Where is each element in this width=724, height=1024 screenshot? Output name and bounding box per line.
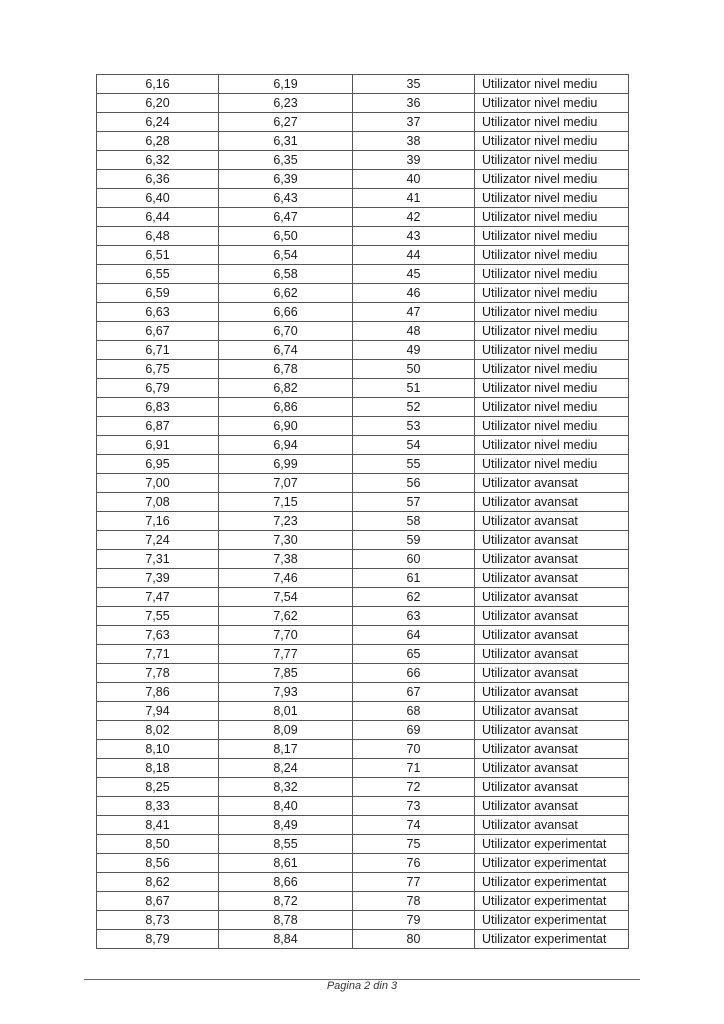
score-min-cell: 6,28 [97,132,219,151]
level-cell: Utilizator nivel mediu [475,341,629,360]
table-row [97,417,629,436]
score-min-cell: 6,40 [97,189,219,208]
table-row [97,835,629,854]
points-cell: 40 [353,170,475,189]
score-max-cell: 6,31 [219,132,353,151]
score-min-cell: 8,33 [97,797,219,816]
score-max-cell: 7,62 [219,607,353,626]
table-row [97,436,629,455]
table-row [97,759,629,778]
score-max-cell: 6,90 [219,417,353,436]
score-max-cell: 6,86 [219,398,353,417]
score-min-cell: 8,41 [97,816,219,835]
points-cell: 44 [353,246,475,265]
table-row [97,493,629,512]
score-max-cell: 7,46 [219,569,353,588]
score-min-cell: 7,78 [97,664,219,683]
points-cell: 43 [353,227,475,246]
table-row [97,588,629,607]
table-row [97,227,629,246]
table-row [97,189,629,208]
score-max-cell: 6,50 [219,227,353,246]
score-min-cell: 7,71 [97,645,219,664]
score-min-cell: 7,31 [97,550,219,569]
level-cell: Utilizator nivel mediu [475,189,629,208]
points-cell: 50 [353,360,475,379]
level-cell: Utilizator nivel mediu [475,113,629,132]
table-row [97,151,629,170]
table-row [97,341,629,360]
score-max-cell: 8,17 [219,740,353,759]
level-cell: Utilizator nivel mediu [475,94,629,113]
score-max-cell: 8,32 [219,778,353,797]
points-cell: 73 [353,797,475,816]
points-cell: 59 [353,531,475,550]
score-max-cell: 7,70 [219,626,353,645]
score-min-cell: 8,56 [97,854,219,873]
points-cell: 62 [353,588,475,607]
table-row [97,132,629,151]
score-max-cell: 6,62 [219,284,353,303]
level-cell: Utilizator nivel mediu [475,208,629,227]
score-min-cell: 8,62 [97,873,219,892]
points-cell: 61 [353,569,475,588]
level-cell: Utilizator nivel mediu [475,151,629,170]
level-cell: Utilizator avansat [475,664,629,683]
points-cell: 77 [353,873,475,892]
table-row [97,911,629,930]
score-min-cell: 6,67 [97,322,219,341]
table-row [97,360,629,379]
score-min-cell: 6,55 [97,265,219,284]
score-max-cell: 6,19 [219,75,353,94]
level-cell: Utilizator nivel mediu [475,265,629,284]
points-cell: 68 [353,702,475,721]
level-cell: Utilizator experimentat [475,835,629,854]
table-row [97,531,629,550]
level-cell: Utilizator nivel mediu [475,360,629,379]
level-cell: Utilizator experimentat [475,892,629,911]
score-max-cell: 6,58 [219,265,353,284]
score-min-cell: 7,47 [97,588,219,607]
score-min-cell: 8,25 [97,778,219,797]
table-body [97,75,629,949]
table-row [97,265,629,284]
points-cell: 69 [353,721,475,740]
score-max-cell: 6,27 [219,113,353,132]
score-max-cell: 7,85 [219,664,353,683]
points-cell: 58 [353,512,475,531]
points-cell: 47 [353,303,475,322]
score-min-cell: 6,95 [97,455,219,474]
points-cell: 63 [353,607,475,626]
level-cell: Utilizator nivel mediu [475,322,629,341]
points-cell: 56 [353,474,475,493]
score-max-cell: 7,07 [219,474,353,493]
score-max-cell: 6,43 [219,189,353,208]
score-max-cell: 8,40 [219,797,353,816]
level-cell: Utilizator nivel mediu [475,417,629,436]
points-cell: 74 [353,816,475,835]
table-row [97,284,629,303]
level-cell: Utilizator avansat [475,512,629,531]
table-row [97,512,629,531]
table-row [97,873,629,892]
score-min-cell: 6,24 [97,113,219,132]
points-cell: 57 [353,493,475,512]
table-row [97,797,629,816]
score-min-cell: 7,86 [97,683,219,702]
score-max-cell: 6,70 [219,322,353,341]
points-cell: 52 [353,398,475,417]
level-cell: Utilizator nivel mediu [475,455,629,474]
level-cell: Utilizator avansat [475,607,629,626]
points-cell: 38 [353,132,475,151]
points-cell: 64 [353,626,475,645]
score-max-cell: 6,23 [219,94,353,113]
points-cell: 55 [353,455,475,474]
level-cell: Utilizator nivel mediu [475,170,629,189]
score-max-cell: 7,54 [219,588,353,607]
level-cell: Utilizator avansat [475,683,629,702]
table-row [97,740,629,759]
score-max-cell: 8,61 [219,854,353,873]
points-cell: 60 [353,550,475,569]
level-cell: Utilizator avansat [475,816,629,835]
level-cell: Utilizator avansat [475,778,629,797]
level-cell: Utilizator avansat [475,550,629,569]
level-cell: Utilizator avansat [475,493,629,512]
table-row [97,113,629,132]
table-row [97,455,629,474]
score-max-cell: 6,39 [219,170,353,189]
points-cell: 72 [353,778,475,797]
score-max-cell: 6,99 [219,455,353,474]
level-cell: Utilizator experimentat [475,930,629,949]
table-row [97,683,629,702]
score-min-cell: 7,63 [97,626,219,645]
score-min-cell: 7,24 [97,531,219,550]
level-cell: Utilizator avansat [475,740,629,759]
score-min-cell: 6,91 [97,436,219,455]
points-cell: 79 [353,911,475,930]
level-cell: Utilizator avansat [475,797,629,816]
score-min-cell: 8,73 [97,911,219,930]
points-cell: 66 [353,664,475,683]
score-max-cell: 6,47 [219,208,353,227]
table-row [97,94,629,113]
level-cell: Utilizator avansat [475,588,629,607]
score-max-cell: 7,38 [219,550,353,569]
level-cell: Utilizator nivel mediu [475,379,629,398]
level-cell: Utilizator avansat [475,474,629,493]
score-min-cell: 7,39 [97,569,219,588]
score-min-cell: 6,36 [97,170,219,189]
table-row [97,645,629,664]
page-number: Pagina 2 din 3 [326,980,398,992]
level-cell: Utilizator experimentat [475,911,629,930]
score-min-cell: 7,94 [97,702,219,721]
points-cell: 45 [353,265,475,284]
score-conversion-table [96,74,629,949]
score-min-cell: 8,50 [97,835,219,854]
table-row [97,721,629,740]
points-cell: 67 [353,683,475,702]
score-max-cell: 6,74 [219,341,353,360]
level-cell: Utilizator avansat [475,645,629,664]
points-cell: 80 [353,930,475,949]
score-min-cell: 6,32 [97,151,219,170]
points-cell: 75 [353,835,475,854]
score-max-cell: 7,23 [219,512,353,531]
level-cell: Utilizator avansat [475,702,629,721]
score-max-cell: 6,94 [219,436,353,455]
score-min-cell: 6,51 [97,246,219,265]
points-cell: 46 [353,284,475,303]
score-min-cell: 6,59 [97,284,219,303]
table-row [97,474,629,493]
score-max-cell: 8,55 [219,835,353,854]
level-cell: Utilizator experimentat [475,873,629,892]
table-row [97,626,629,645]
points-cell: 42 [353,208,475,227]
level-cell: Utilizator nivel mediu [475,398,629,417]
score-max-cell: 8,66 [219,873,353,892]
score-min-cell: 8,02 [97,721,219,740]
score-max-cell: 8,78 [219,911,353,930]
points-cell: 49 [353,341,475,360]
points-cell: 37 [353,113,475,132]
score-max-cell: 7,30 [219,531,353,550]
score-min-cell: 6,48 [97,227,219,246]
score-min-cell: 6,71 [97,341,219,360]
score-min-cell: 6,79 [97,379,219,398]
level-cell: Utilizator avansat [475,721,629,740]
score-min-cell: 6,87 [97,417,219,436]
table-row [97,892,629,911]
table-row [97,208,629,227]
points-cell: 35 [353,75,475,94]
level-cell: Utilizator nivel mediu [475,284,629,303]
points-cell: 70 [353,740,475,759]
table-row [97,246,629,265]
score-max-cell: 6,78 [219,360,353,379]
score-max-cell: 7,93 [219,683,353,702]
score-min-cell: 6,20 [97,94,219,113]
level-cell: Utilizator nivel mediu [475,132,629,151]
score-min-cell: 8,67 [97,892,219,911]
points-cell: 53 [353,417,475,436]
score-max-cell: 8,09 [219,721,353,740]
points-cell: 54 [353,436,475,455]
score-max-cell: 8,84 [219,930,353,949]
points-cell: 65 [353,645,475,664]
score-max-cell: 6,82 [219,379,353,398]
table-row [97,664,629,683]
score-min-cell: 6,63 [97,303,219,322]
score-max-cell: 6,54 [219,246,353,265]
score-max-cell: 7,15 [219,493,353,512]
score-max-cell: 8,49 [219,816,353,835]
score-min-cell: 6,75 [97,360,219,379]
table-row [97,398,629,417]
score-min-cell: 8,18 [97,759,219,778]
score-min-cell: 7,16 [97,512,219,531]
score-max-cell: 8,24 [219,759,353,778]
points-cell: 78 [353,892,475,911]
points-cell: 41 [353,189,475,208]
level-cell: Utilizator nivel mediu [475,436,629,455]
table-row [97,816,629,835]
points-cell: 39 [353,151,475,170]
level-cell: Utilizator nivel mediu [475,75,629,94]
points-cell: 71 [353,759,475,778]
score-max-cell: 6,66 [219,303,353,322]
level-cell: Utilizator experimentat [475,854,629,873]
table-row [97,550,629,569]
points-cell: 51 [353,379,475,398]
level-cell: Utilizator avansat [475,531,629,550]
score-min-cell: 7,55 [97,607,219,626]
table-row [97,569,629,588]
score-min-cell: 6,83 [97,398,219,417]
score-min-cell: 8,79 [97,930,219,949]
table-row [97,379,629,398]
table-row [97,930,629,949]
score-min-cell: 7,00 [97,474,219,493]
score-min-cell: 8,10 [97,740,219,759]
points-cell: 48 [353,322,475,341]
table-row [97,303,629,322]
points-cell: 76 [353,854,475,873]
table-row [97,778,629,797]
table-row [97,170,629,189]
level-cell: Utilizator avansat [475,759,629,778]
score-max-cell: 7,77 [219,645,353,664]
points-cell: 36 [353,94,475,113]
table-row [97,854,629,873]
level-cell: Utilizator nivel mediu [475,227,629,246]
score-max-cell: 8,72 [219,892,353,911]
level-cell: Utilizator nivel mediu [475,303,629,322]
level-cell: Utilizator avansat [475,569,629,588]
score-max-cell: 6,35 [219,151,353,170]
level-cell: Utilizator nivel mediu [475,246,629,265]
score-min-cell: 6,44 [97,208,219,227]
table-row [97,322,629,341]
table-row [97,607,629,626]
level-cell: Utilizator avansat [475,626,629,645]
table-row [97,702,629,721]
score-min-cell: 7,08 [97,493,219,512]
table-row [97,75,629,94]
score-min-cell: 6,16 [97,75,219,94]
score-max-cell: 8,01 [219,702,353,721]
